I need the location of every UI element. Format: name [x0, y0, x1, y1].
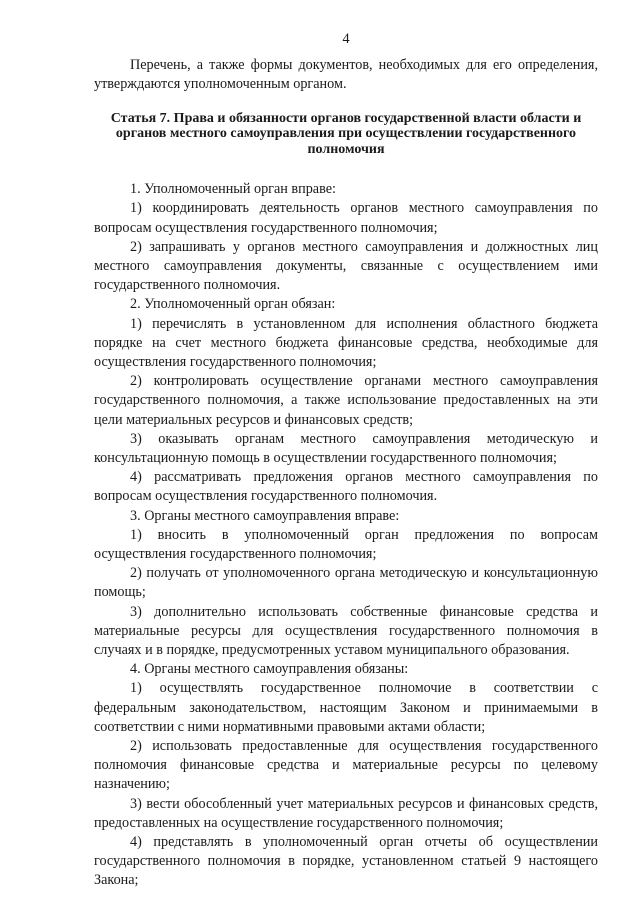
- paragraph: 4) представлять в уполномоченный орган отчеты об осуществлении государственного полномочия в порядке, установленном статьей 9 настоящего Закона;: [94, 834, 598, 889]
- paragraph: 4) рассматривать предложения органов местного самоуправления по вопросам осуществления государственного полномочия.: [94, 469, 598, 505]
- intro-paragraph: Перечень, а также формы документов, необходимых для его определения, утверждаются уполномоченным органом.: [94, 57, 598, 93]
- page-number: 4: [342, 31, 350, 47]
- paragraph: 3) дополнительно использовать собственные финансовые средства и материальные ресурсы для осуществления государственного полномочия в случаях и в порядке, предусмотренных уставом муниципального образования.: [94, 603, 598, 658]
- paragraph: 3. Органы местного самоуправления вправе:: [130, 507, 400, 524]
- paragraph: 1) перечислять в установленном для исполнения областного бюджета порядке на счет местного бюджета финансовые средства, необходимые для осуществления государственного полномочия;: [94, 315, 598, 370]
- paragraph: 2) запрашивать у органов местного самоуправления и должностных лиц местного самоуправления документы, связанные с осуществлением ими государственного полномочия.: [94, 238, 598, 294]
- article-title: Статья 7. Права и обязанности органов государственной власти области и органов местного самоуправления при осуществлении государственного полномочия: [110, 110, 582, 157]
- paragraph: 2) использовать предоставленные для осуществления государственного полномочия финансовые средства и материальные ресурсы по целевому назначению;: [94, 738, 598, 793]
- paragraph: 3) вести обособленный учет материальных ресурсов и финансовых средств, предоставленных на осуществление государственного полномочия;: [94, 795, 598, 831]
- paragraph: 1) осуществлять государственное полномочие в соответствии с федеральным законодательством, настоящим Законом и принимаемыми в соответствии с ними нормативными правовыми актами области;: [94, 680, 598, 735]
- paragraph: 4. Органы местного самоуправления обязаны:: [130, 661, 409, 678]
- paragraph: 1) координировать деятельность органов местного самоуправления по вопросам осуществления государственного полномочия;: [94, 200, 598, 236]
- paragraph: 2) получать от уполномоченного органа методическую и консультационную помощь;: [94, 565, 598, 601]
- paragraph: 2. Уполномоченный орган обязан:: [130, 296, 336, 313]
- paragraph: 1) вносить в уполномоченный орган предложения по вопросам осуществления государственного полномочия;: [94, 526, 598, 562]
- document-page: [94, 30, 598, 891]
- paragraph: 3) оказывать органам местного самоуправления методическую и консультационную помощь в осуществлении государственного полномочия;: [94, 430, 598, 466]
- paragraph: 2) контролировать осуществление органами местного самоуправления государственного полномочия, а также использование предоставленных на эти цели материальных ресурсов и финансовых средств;: [94, 373, 598, 428]
- paragraph: 1. Уполномоченный орган вправе:: [130, 181, 336, 198]
